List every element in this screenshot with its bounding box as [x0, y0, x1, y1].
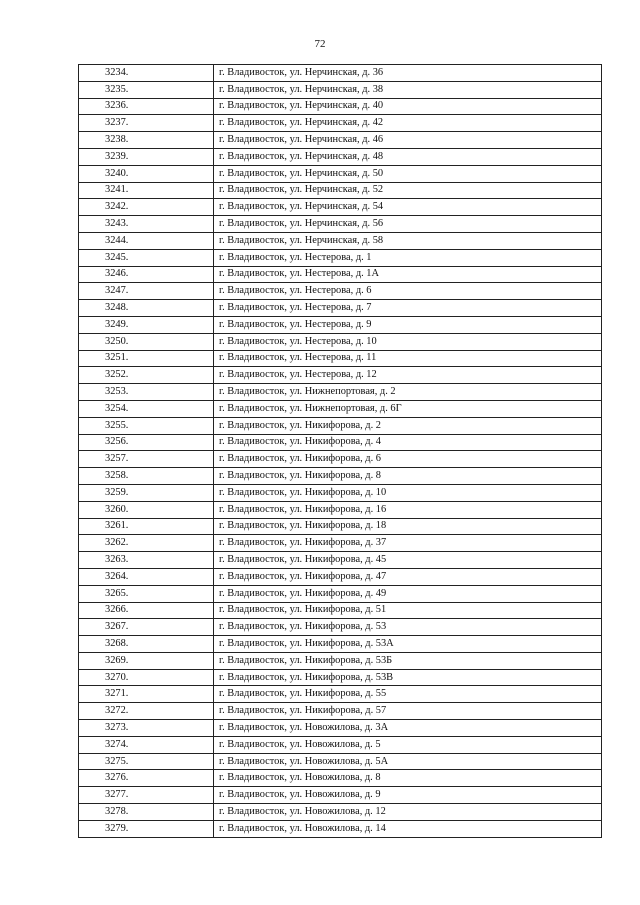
row-address: г. Владивосток, ул. Нестерова, д. 10: [214, 333, 602, 350]
row-address: г. Владивосток, ул. Никифорова, д. 18: [214, 518, 602, 535]
row-address: г. Владивосток, ул. Нерчинская, д. 46: [214, 132, 602, 149]
row-number: 3243.: [79, 216, 214, 233]
table-row: [79, 115, 602, 132]
address-table-body: [79, 65, 602, 838]
row-number: 3253.: [79, 384, 214, 401]
table-row: [79, 602, 602, 619]
row-address: г. Владивосток, ул. Нестерова, д. 11: [214, 350, 602, 367]
row-address: г. Владивосток, ул. Новожилова, д. 9: [214, 787, 602, 804]
row-number: 3254.: [79, 400, 214, 417]
row-number: 3255.: [79, 417, 214, 434]
row-number: 3242.: [79, 199, 214, 216]
row-number: 3237.: [79, 115, 214, 132]
row-address: г. Владивосток, ул. Никифорова, д. 53: [214, 619, 602, 636]
row-address: г. Владивосток, ул. Никифорова, д. 47: [214, 568, 602, 585]
table-row: [79, 753, 602, 770]
row-address: г. Владивосток, ул. Никифорова, д. 53В: [214, 669, 602, 686]
table-row: [79, 720, 602, 737]
table-row: [79, 787, 602, 804]
row-number: 3234.: [79, 65, 214, 82]
row-number: 3275.: [79, 753, 214, 770]
table-row: [79, 568, 602, 585]
row-address: г. Владивосток, ул. Нерчинская, д. 50: [214, 165, 602, 182]
row-number: 3256.: [79, 434, 214, 451]
row-number: 3248.: [79, 300, 214, 317]
row-address: г. Владивосток, ул. Никифорова, д. 49: [214, 585, 602, 602]
table-row: [79, 820, 602, 837]
table-row: [79, 501, 602, 518]
table-row: [79, 400, 602, 417]
row-number: 3261.: [79, 518, 214, 535]
row-number: 3244.: [79, 232, 214, 249]
row-number: 3277.: [79, 787, 214, 804]
row-address: г. Владивосток, ул. Новожилова, д. 8: [214, 770, 602, 787]
row-number: 3265.: [79, 585, 214, 602]
row-number: 3262.: [79, 535, 214, 552]
table-row: [79, 81, 602, 98]
row-number: 3259.: [79, 484, 214, 501]
table-row: [79, 132, 602, 149]
row-address: г. Владивосток, ул. Нерчинская, д. 36: [214, 65, 602, 82]
table-row: [79, 535, 602, 552]
table-row: [79, 552, 602, 569]
row-number: 3239.: [79, 148, 214, 165]
row-number: 3267.: [79, 619, 214, 636]
table-row: [79, 165, 602, 182]
table-row: [79, 703, 602, 720]
row-address: г. Владивосток, ул. Никифорова, д. 45: [214, 552, 602, 569]
row-address: г. Владивосток, ул. Никифорова, д. 53А: [214, 636, 602, 653]
row-address: г. Владивосток, ул. Никифорова, д. 10: [214, 484, 602, 501]
row-number: 3264.: [79, 568, 214, 585]
row-address: г. Владивосток, ул. Нерчинская, д. 40: [214, 98, 602, 115]
row-number: 3271.: [79, 686, 214, 703]
table-row: [79, 770, 602, 787]
row-number: 3273.: [79, 720, 214, 737]
table-row: [79, 518, 602, 535]
row-address: г. Владивосток, ул. Нижнепортовая, д. 6Г: [214, 400, 602, 417]
table-row: [79, 266, 602, 283]
table-row: [79, 736, 602, 753]
table-row: [79, 333, 602, 350]
row-number: 3238.: [79, 132, 214, 149]
row-address: г. Владивосток, ул. Нерчинская, д. 52: [214, 182, 602, 199]
table-row: [79, 434, 602, 451]
table-row: [79, 468, 602, 485]
row-number: 3241.: [79, 182, 214, 199]
row-address: г. Владивосток, ул. Никифорова, д. 51: [214, 602, 602, 619]
row-address: г. Владивосток, ул. Никифорова, д. 2: [214, 417, 602, 434]
row-address: г. Владивосток, ул. Новожилова, д. 12: [214, 804, 602, 821]
row-number: 3272.: [79, 703, 214, 720]
row-number: 3246.: [79, 266, 214, 283]
row-address: г. Владивосток, ул. Нерчинская, д. 42: [214, 115, 602, 132]
table-row: [79, 350, 602, 367]
table-row: [79, 384, 602, 401]
row-address: г. Владивосток, ул. Никифорова, д. 37: [214, 535, 602, 552]
table-row: [79, 182, 602, 199]
row-address: г. Владивосток, ул. Нерчинская, д. 54: [214, 199, 602, 216]
row-number: 3251.: [79, 350, 214, 367]
table-row: [79, 652, 602, 669]
address-table: [78, 64, 602, 838]
row-number: 3240.: [79, 165, 214, 182]
table-row: [79, 300, 602, 317]
row-address: г. Владивосток, ул. Никифорова, д. 4: [214, 434, 602, 451]
row-address: г. Владивосток, ул. Нерчинская, д. 48: [214, 148, 602, 165]
row-number: 3274.: [79, 736, 214, 753]
row-address: г. Владивосток, ул. Никифорова, д. 8: [214, 468, 602, 485]
row-address: г. Владивосток, ул. Нестерова, д. 1А: [214, 266, 602, 283]
row-address: г. Владивосток, ул. Нестерова, д. 7: [214, 300, 602, 317]
table-row: [79, 232, 602, 249]
row-address: г. Владивосток, ул. Новожилова, д. 5: [214, 736, 602, 753]
row-address: г. Владивосток, ул. Нерчинская, д. 56: [214, 216, 602, 233]
table-row: [79, 585, 602, 602]
row-address: г. Владивосток, ул. Никифорова, д. 55: [214, 686, 602, 703]
table-row: [79, 249, 602, 266]
row-number: 3279.: [79, 820, 214, 837]
row-address: г. Владивосток, ул. Нерчинская, д. 58: [214, 232, 602, 249]
row-address: г. Владивосток, ул. Нижнепортовая, д. 2: [214, 384, 602, 401]
table-row: [79, 636, 602, 653]
row-number: 3266.: [79, 602, 214, 619]
page-number: 72: [314, 38, 326, 50]
row-address: г. Владивосток, ул. Никифорова, д. 57: [214, 703, 602, 720]
table-row: [79, 316, 602, 333]
row-number: 3260.: [79, 501, 214, 518]
table-row: [79, 451, 602, 468]
row-address: г. Владивосток, ул. Новожилова, д. 3А: [214, 720, 602, 737]
table-row: [79, 98, 602, 115]
row-address: г. Владивосток, ул. Никифорова, д. 53Б: [214, 652, 602, 669]
row-number: 3278.: [79, 804, 214, 821]
table-row: [79, 216, 602, 233]
row-number: 3250.: [79, 333, 214, 350]
table-row: [79, 199, 602, 216]
row-number: 3276.: [79, 770, 214, 787]
table-row: [79, 367, 602, 384]
table-row: [79, 148, 602, 165]
row-address: г. Владивосток, ул. Никифорова, д. 16: [214, 501, 602, 518]
row-number: 3263.: [79, 552, 214, 569]
table-row: [79, 65, 602, 82]
row-address: г. Владивосток, ул. Никифорова, д. 6: [214, 451, 602, 468]
row-address: г. Владивосток, ул. Новожилова, д. 14: [214, 820, 602, 837]
row-number: 3249.: [79, 316, 214, 333]
table-row: [79, 686, 602, 703]
row-address: г. Владивосток, ул. Нестерова, д. 1: [214, 249, 602, 266]
row-address: г. Владивосток, ул. Нестерова, д. 9: [214, 316, 602, 333]
table-row: [79, 484, 602, 501]
row-number: 3247.: [79, 283, 214, 300]
row-number: 3245.: [79, 249, 214, 266]
row-address: г. Владивосток, ул. Нестерова, д. 6: [214, 283, 602, 300]
row-number: 3269.: [79, 652, 214, 669]
table-row: [79, 669, 602, 686]
row-number: 3236.: [79, 98, 214, 115]
row-number: 3252.: [79, 367, 214, 384]
row-number: 3235.: [79, 81, 214, 98]
table-row: [79, 619, 602, 636]
row-number: 3268.: [79, 636, 214, 653]
table-row: [79, 417, 602, 434]
row-number: 3258.: [79, 468, 214, 485]
row-address: г. Владивосток, ул. Нестерова, д. 12: [214, 367, 602, 384]
row-number: 3257.: [79, 451, 214, 468]
table-row: [79, 804, 602, 821]
table-row: [79, 283, 602, 300]
row-number: 3270.: [79, 669, 214, 686]
row-address: г. Владивосток, ул. Новожилова, д. 5А: [214, 753, 602, 770]
row-address: г. Владивосток, ул. Нерчинская, д. 38: [214, 81, 602, 98]
